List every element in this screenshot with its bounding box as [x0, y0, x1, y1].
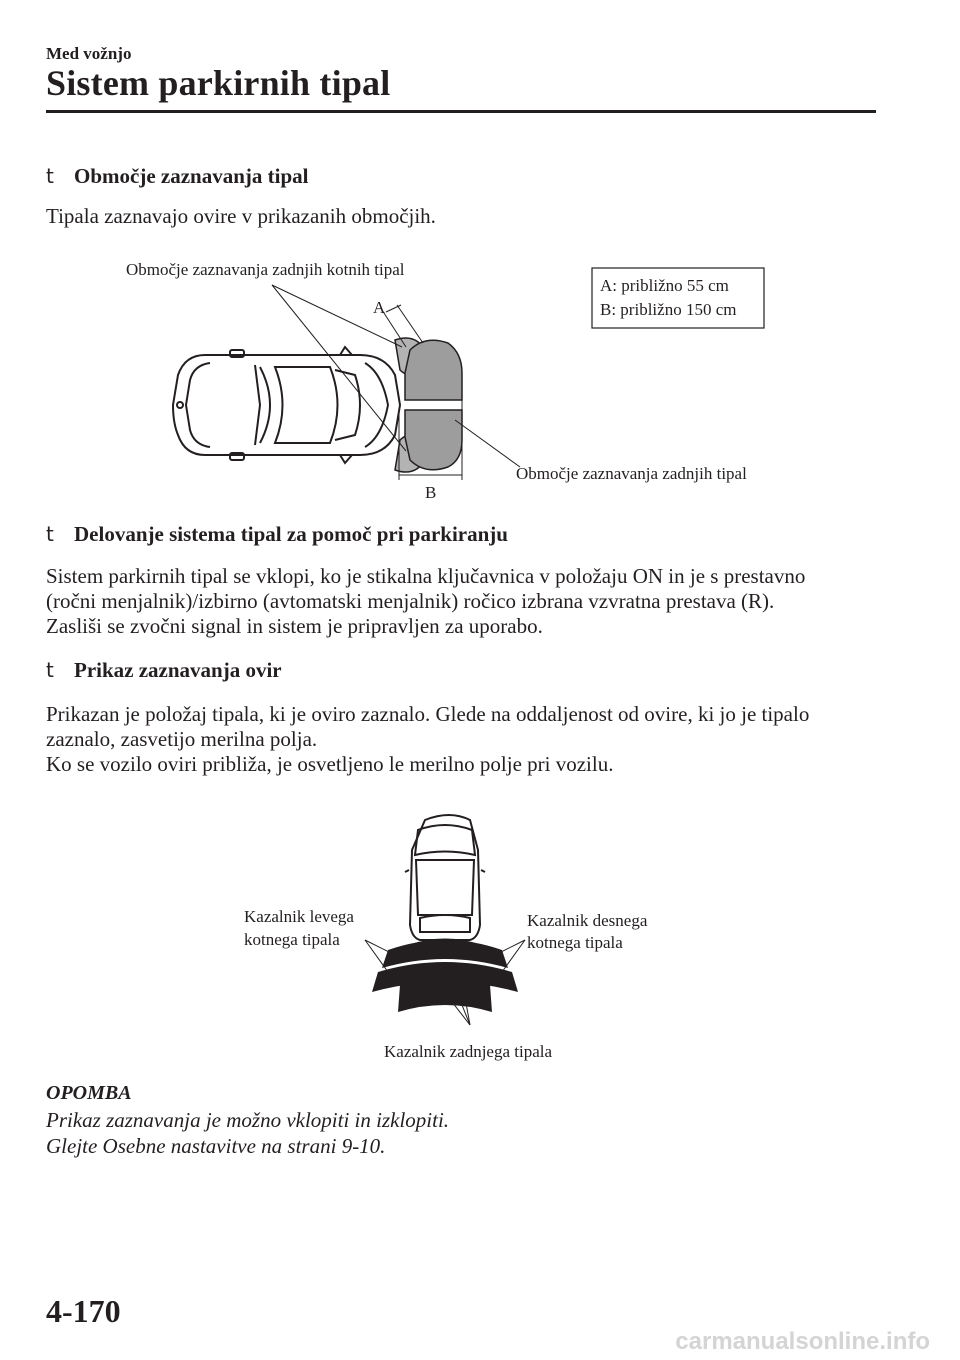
paragraph-line: Tipala zaznavajo ovire v prikazanih območjih.: [46, 204, 436, 228]
chapter-label: Med vožnjo: [46, 44, 132, 63]
sensor-detection-area-figure: [110, 255, 790, 505]
rear-center-zone-upper: [405, 340, 462, 400]
right-corner-indicator-label-1: Kazalnik desnega: [527, 911, 648, 930]
paragraph-line: Zasliši se zvočni signal in sistem je pripravljen za uporabo.: [46, 614, 543, 638]
indicator-bands: [372, 939, 518, 1013]
section-heading-detection-area: [46, 164, 308, 189]
page-number: 4-170: [46, 1293, 121, 1329]
rear-center-zone-lower: [405, 410, 462, 470]
paragraph-line: Prikazan je položaj tipala, ki je oviro zaznalo. Glede na oddaljenost od ovire, ki jo je tipalo: [46, 702, 810, 726]
car-top-view-illustration: [173, 347, 400, 463]
paragraph-line: zaznalo, zasvetijo merilna polja.: [46, 727, 318, 751]
note-line: Prikaz zaznavanja je možno vklopiti in izklopiti.: [46, 1108, 450, 1132]
note-line: Glejte Osebne nastavitve na strani 9-10.: [46, 1134, 386, 1158]
section-text-obstacle-display: [46, 702, 876, 777]
car-rear-view-illustration: [405, 815, 485, 940]
paragraph-line: Sistem parkirnih tipal se vklopi, ko je stikalna ključavnica v položaju ON in je s prestavno: [46, 564, 806, 588]
rear-indicator-label: Kazalnik zadnjega tipala: [384, 1042, 553, 1061]
section-bullet-icon: t: [46, 658, 54, 682]
watermark: carmanualsonline.info: [675, 1328, 930, 1355]
left-corner-indicator-label-1: Kazalnik levega: [244, 907, 354, 926]
title-rule: [46, 110, 876, 113]
left-corner-indicator-label-2: kotnega tipala: [244, 930, 340, 949]
paragraph-line: Ko se vozilo oviri približa, je osvetljeno le merilno polje pri vozilu.: [46, 752, 614, 776]
section-text-operation: [46, 564, 876, 639]
section-heading-text: Prikaz zaznavanja ovir: [74, 658, 282, 682]
section-heading-obstacle-display: [46, 658, 282, 683]
section-heading-text: Območje zaznavanja tipal: [74, 164, 309, 188]
corner-sensor-area-label: Območje zaznavanja zadnjih kotnih tipal: [126, 260, 405, 279]
rear-sensor-area-label: Območje zaznavanja zadnjih tipal: [516, 464, 747, 483]
section-bullet-icon: t: [46, 164, 54, 188]
indicator-band-rear: [398, 979, 492, 1013]
obstacle-indicator-figure: [230, 800, 730, 1070]
paragraph-line: (ročni menjalnik)/izbirno (avtomatski menjalnik) ročico izbrana vzvratna prestava (R).: [46, 589, 775, 613]
note-body: [46, 1107, 449, 1159]
detection-zones: [395, 338, 462, 472]
legend-b: B: približno 150 cm: [600, 300, 737, 319]
dimension-b-label: B: [425, 483, 437, 502]
page-title: Sistem parkirnih tipal: [46, 63, 391, 103]
dimension-a-label: A: [373, 298, 386, 317]
right-corner-indicator-label-2: kotnega tipala: [527, 933, 623, 952]
section-heading-operation: [46, 522, 508, 547]
section-heading-text: Delovanje sistema tipal za pomoč pri parkiranju: [74, 522, 508, 546]
section-text-detection-area: [46, 204, 876, 229]
section-bullet-icon: t: [46, 522, 54, 546]
legend-a: A: približno 55 cm: [600, 276, 729, 295]
note-title: OPOMBA: [46, 1082, 132, 1104]
